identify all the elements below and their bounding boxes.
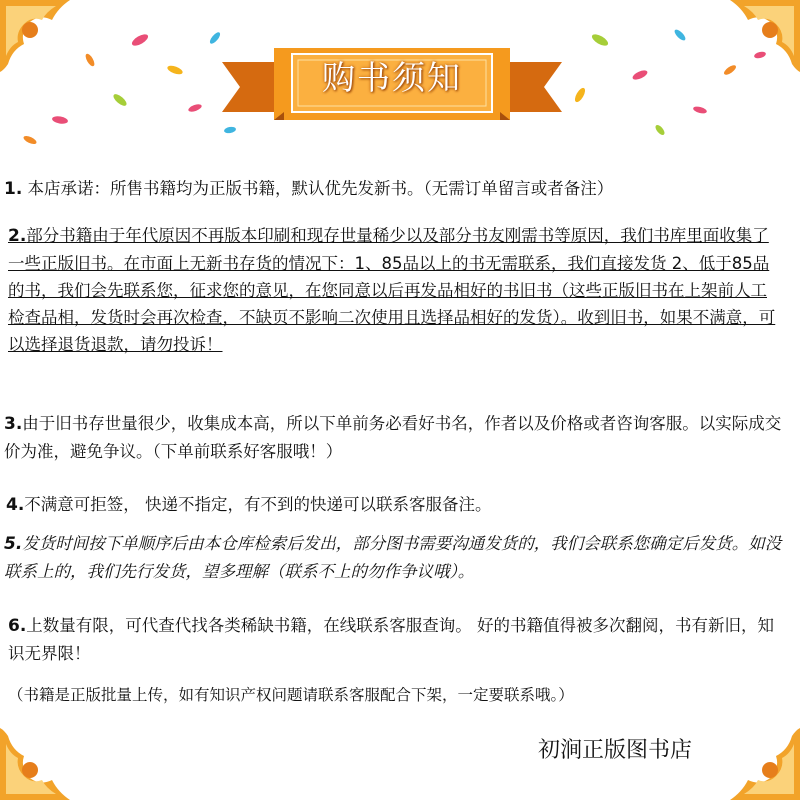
notice-1-number: 1. (4, 179, 23, 199)
notice-2 (8, 222, 778, 358)
notice-4-number: 4. (6, 495, 25, 515)
notice-2-text: 部分书籍由于年代原因不再版本印刷和现存世量稀少以及部分书友刚需书等原因，我们书库里面收集了一些正版旧书。在市面上无新书存货的情况下：1、85品以上的书无需联系，我们直接发货 2、低于85品的书，我们会先联系您，征求您的意见，在您同意以后再发品相好的书旧书（这些正版旧书在上架前人工检查品相，发货时会再次检查，不缺页不影响二次使用且选择品相好的发货）。收到旧书，如果不满意，可以选择退货退款，请勿投诉！ (8, 226, 776, 354)
notice-5-text: 发货时间按下单顺序后由本仓库检索后发出，部分图书需要沟通发货的，我们会联系您确定后发货。如没联系上的，我们先行发货，望多理解（联系不上的勿作争议哦）。 (4, 534, 782, 581)
notice-4-text: 不满意可拒签， 快递不指定，有不到的快递可以联系客服备注。 (24, 495, 492, 514)
footnote: （书籍是正版批量上传，如有知识产权问题请联系客服配合下架，一定要联系哦。） (8, 686, 574, 704)
notice-4 (6, 492, 786, 518)
notice-6 (8, 612, 788, 667)
notice-3 (4, 410, 784, 465)
banner-title: 购书须知 (322, 58, 462, 97)
notice-6-text: 上数量有限，可代查代找各类稀缺书籍，在线联系客服查询。 好的书籍值得被多次翻阅，书有新旧，知识无界限！ (8, 616, 775, 663)
notice-3-number: 3. (4, 414, 23, 434)
notice-5 (4, 530, 794, 586)
corner-ornament-bottom-right (710, 710, 800, 800)
notice-3-text: 由于旧书存世量很少，收集成本高，所以下单前务必看好书名，作者以及价格或者咨询客服。以实际成交价为准，避免争议。（下单前联系好客服哦！） (4, 414, 782, 461)
notice-1 (4, 176, 794, 202)
shop-name: 初涧正版图书店 (538, 738, 693, 763)
notice-5-number: 5. (4, 534, 23, 554)
notice-2-number: 2. (8, 226, 27, 246)
notice-6-number: 6. (8, 616, 27, 636)
notice-1-text: 本店承诺：所售书籍均为正版书籍，默认优先发新书。（无需订单留言或者备注） (22, 179, 614, 198)
title-banner (222, 20, 562, 125)
corner-ornament-bottom-left (0, 710, 90, 800)
